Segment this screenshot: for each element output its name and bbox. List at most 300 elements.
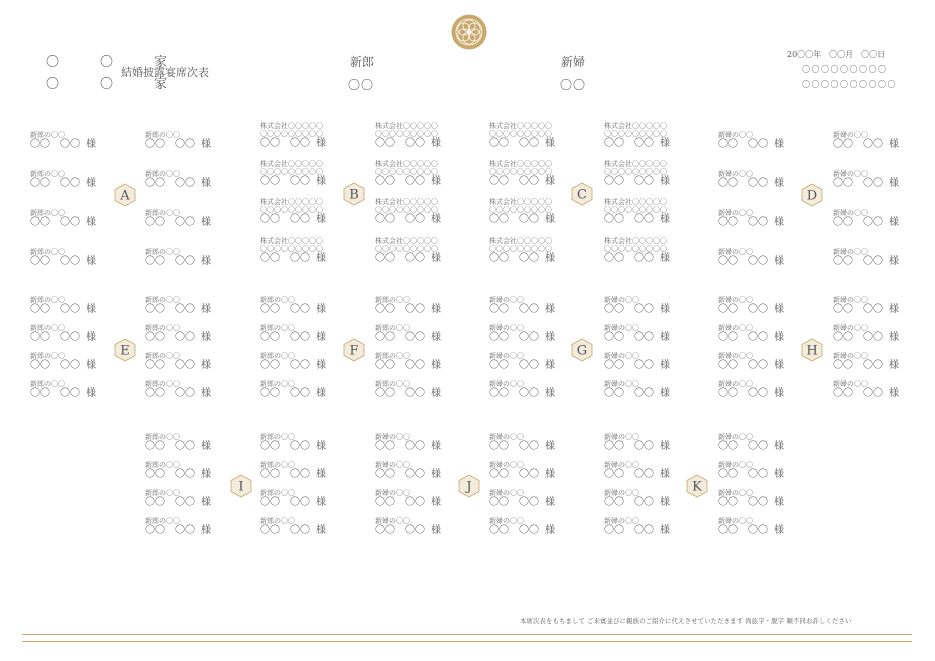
guest-title: 新郎の〇〇 bbox=[375, 324, 410, 332]
guest-title: 新郎の〇〇 bbox=[260, 380, 295, 388]
guest-name bbox=[30, 256, 138, 268]
guest-family-name: 〇〇 bbox=[375, 469, 395, 480]
guest-family-name: 〇〇 bbox=[30, 388, 50, 399]
guest-department: 〇〇〇〇〇〇〇〇〇 bbox=[604, 206, 667, 214]
groom-name: 〇〇 bbox=[348, 78, 375, 92]
guest-family-name: 〇〇 bbox=[145, 217, 165, 228]
guest-given-name: 〇〇 bbox=[748, 304, 768, 315]
guest-name bbox=[260, 214, 368, 226]
guest-name bbox=[604, 304, 712, 316]
guest-title: 新婦の〇〇 bbox=[833, 296, 868, 304]
guest-family-name: 〇〇 bbox=[145, 139, 165, 150]
guest-family-name: 〇〇 bbox=[30, 360, 50, 371]
guest-title: 新婦の〇〇 bbox=[604, 380, 639, 388]
guest-family-name: 〇〇 bbox=[30, 217, 50, 228]
guest-entry bbox=[375, 433, 483, 461]
guest-title: 新婦の〇〇 bbox=[833, 131, 868, 139]
guest-given-name: 〇〇 bbox=[519, 388, 539, 399]
guest-given-name: 〇〇 bbox=[519, 497, 539, 508]
guest-title: 株式会社〇〇〇〇〇 bbox=[489, 122, 552, 130]
guest-honorific: 様 bbox=[431, 525, 441, 536]
guest-honorific: 様 bbox=[316, 304, 326, 315]
guest-family-name: 〇〇 bbox=[718, 178, 738, 189]
guest-given-name: 〇〇 bbox=[748, 256, 768, 267]
guest-name bbox=[718, 441, 826, 453]
guest-title: 新郎の〇〇 bbox=[145, 324, 180, 332]
guest-name bbox=[718, 304, 826, 316]
guest-department: 〇〇〇〇〇〇〇〇〇 bbox=[375, 130, 438, 138]
guest-given-name: 〇〇 bbox=[60, 304, 80, 315]
guest-title: 新婦の〇〇 bbox=[718, 248, 753, 256]
guest-name bbox=[489, 469, 597, 481]
guest-name bbox=[604, 138, 712, 150]
guest-given-name: 〇〇 bbox=[290, 332, 310, 343]
guest-name bbox=[489, 138, 597, 150]
guest-given-name: 〇〇 bbox=[175, 441, 195, 452]
guest-name bbox=[375, 304, 483, 316]
guest-family-name: 〇〇 bbox=[145, 388, 165, 399]
guest-name bbox=[145, 497, 253, 509]
guest-entry bbox=[604, 122, 712, 150]
guest-given-name: 〇〇 bbox=[863, 217, 883, 228]
guest-honorific: 様 bbox=[545, 332, 555, 343]
groom-label: 新郎 bbox=[350, 55, 375, 69]
guest-title: 新郎の〇〇 bbox=[260, 489, 295, 497]
guest-given-name: 〇〇 bbox=[519, 176, 539, 187]
guest-honorific: 様 bbox=[660, 332, 670, 343]
guest-name bbox=[833, 178, 935, 190]
guest-title: 新婦の〇〇 bbox=[489, 461, 524, 469]
guest-honorific: 様 bbox=[431, 388, 441, 399]
guest-title: 株式会社〇〇〇〇〇 bbox=[260, 122, 323, 130]
guest-given-name: 〇〇 bbox=[290, 138, 310, 149]
guest-given-name: 〇〇 bbox=[863, 360, 883, 371]
guest-given-name: 〇〇 bbox=[60, 217, 80, 228]
guest-title: 新郎の〇〇 bbox=[30, 248, 65, 256]
guest-family-name: 〇〇 bbox=[718, 304, 738, 315]
guest-honorific: 様 bbox=[660, 304, 670, 315]
guest-title: 新婦の〇〇 bbox=[833, 380, 868, 388]
guest-family-name: 〇〇 bbox=[833, 139, 853, 150]
guest-name bbox=[375, 332, 483, 344]
guest-given-name: 〇〇 bbox=[290, 214, 310, 225]
guest-family-name: 〇〇 bbox=[260, 388, 280, 399]
guest-honorific: 様 bbox=[774, 332, 784, 343]
guest-name bbox=[30, 304, 138, 316]
guest-honorific: 様 bbox=[545, 138, 555, 149]
guest-title: 株式会社〇〇〇〇〇 bbox=[604, 160, 667, 168]
guest-name bbox=[145, 304, 253, 316]
guest-entry bbox=[604, 198, 712, 226]
guest-family-name: 〇〇 bbox=[375, 525, 395, 536]
guest-title: 新郎の〇〇 bbox=[145, 352, 180, 360]
guest-given-name: 〇〇 bbox=[634, 441, 654, 452]
table-badge-j bbox=[458, 474, 480, 498]
guest-name bbox=[145, 525, 253, 537]
guest-family-name: 〇〇 bbox=[375, 253, 395, 264]
guest-title: 株式会社〇〇〇〇〇 bbox=[375, 122, 438, 130]
guest-given-name: 〇〇 bbox=[175, 332, 195, 343]
guest-family-name: 〇〇 bbox=[718, 217, 738, 228]
guest-name bbox=[30, 139, 138, 151]
guest-honorific: 様 bbox=[431, 360, 441, 371]
table-letter: J bbox=[466, 479, 472, 495]
guest-entry bbox=[833, 131, 935, 159]
table-letter: C bbox=[577, 187, 587, 203]
guest-title: 新郎の〇〇 bbox=[145, 517, 180, 525]
guest-given-name: 〇〇 bbox=[634, 332, 654, 343]
table-badge-k bbox=[686, 474, 708, 498]
guest-family-name: 〇〇 bbox=[489, 332, 509, 343]
guest-title: 新郎の〇〇 bbox=[145, 296, 180, 304]
guest-title: 株式会社〇〇〇〇〇 bbox=[375, 160, 438, 168]
guest-family-name: 〇〇 bbox=[833, 388, 853, 399]
guest-family-name: 〇〇 bbox=[604, 138, 624, 149]
guest-title: 株式会社〇〇〇〇〇 bbox=[604, 122, 667, 130]
guest-family-name: 〇〇 bbox=[260, 360, 280, 371]
guest-family-name: 〇〇 bbox=[489, 304, 509, 315]
guest-name bbox=[604, 441, 712, 453]
guest-given-name: 〇〇 bbox=[60, 178, 80, 189]
guest-given-name: 〇〇 bbox=[863, 178, 883, 189]
guest-family-name: 〇〇 bbox=[489, 360, 509, 371]
guest-family-name: 〇〇 bbox=[260, 497, 280, 508]
guest-name bbox=[375, 388, 483, 400]
guest-family-name: 〇〇 bbox=[489, 497, 509, 508]
guest-name bbox=[375, 360, 483, 372]
guest-honorific: 様 bbox=[431, 304, 441, 315]
guest-entry bbox=[489, 433, 597, 461]
guest-name bbox=[30, 217, 138, 229]
guest-given-name: 〇〇 bbox=[634, 469, 654, 480]
guest-family-name: 〇〇 bbox=[260, 138, 280, 149]
family-name-1: 〇 〇 家 bbox=[46, 55, 182, 70]
guest-family-name: 〇〇 bbox=[718, 441, 738, 452]
guest-family-name: 〇〇 bbox=[145, 497, 165, 508]
guest-family-name: 〇〇 bbox=[718, 139, 738, 150]
guest-name bbox=[833, 360, 935, 372]
guest-name bbox=[145, 360, 253, 372]
guest-entry bbox=[833, 380, 935, 408]
guest-honorific: 様 bbox=[431, 253, 441, 264]
guest-entry bbox=[260, 489, 368, 517]
guest-title: 新郎の〇〇 bbox=[30, 352, 65, 360]
guest-entry bbox=[260, 237, 368, 265]
guest-family-name: 〇〇 bbox=[604, 176, 624, 187]
guest-given-name: 〇〇 bbox=[519, 138, 539, 149]
guest-honorific: 様 bbox=[316, 525, 326, 536]
guest-title: 新郎の〇〇 bbox=[30, 209, 65, 217]
guest-given-name: 〇〇 bbox=[634, 214, 654, 225]
guest-entry bbox=[375, 296, 483, 324]
guest-honorific: 様 bbox=[201, 441, 211, 452]
guest-department: 〇〇〇〇〇〇〇〇〇 bbox=[604, 168, 667, 176]
guest-honorific: 様 bbox=[774, 217, 784, 228]
guest-title: 株式会社〇〇〇〇〇 bbox=[260, 160, 323, 168]
guest-title: 新郎の〇〇 bbox=[260, 461, 295, 469]
guest-family-name: 〇〇 bbox=[604, 441, 624, 452]
guest-title: 新婦の〇〇 bbox=[489, 489, 524, 497]
guest-entry bbox=[375, 517, 483, 545]
guest-given-name: 〇〇 bbox=[519, 469, 539, 480]
guest-name bbox=[145, 256, 253, 268]
guest-department: 〇〇〇〇〇〇〇〇〇 bbox=[489, 245, 552, 253]
guest-entry bbox=[604, 160, 712, 188]
guest-family-name: 〇〇 bbox=[604, 304, 624, 315]
table-badge-c bbox=[571, 182, 593, 206]
guest-title: 新郎の〇〇 bbox=[30, 296, 65, 304]
guest-entry bbox=[718, 248, 826, 276]
guest-honorific: 様 bbox=[201, 469, 211, 480]
guest-honorific: 様 bbox=[774, 360, 784, 371]
guest-entry bbox=[833, 209, 935, 237]
guest-department: 〇〇〇〇〇〇〇〇〇 bbox=[260, 206, 323, 214]
guest-title: 新婦の〇〇 bbox=[833, 209, 868, 217]
guest-name bbox=[489, 497, 597, 509]
guest-name bbox=[30, 388, 138, 400]
guest-honorific: 様 bbox=[889, 178, 899, 189]
guest-honorific: 様 bbox=[86, 217, 96, 228]
guest-title: 新婦の〇〇 bbox=[718, 461, 753, 469]
guest-entry bbox=[489, 122, 597, 150]
guest-title: 株式会社〇〇〇〇〇 bbox=[604, 237, 667, 245]
guest-entry bbox=[260, 433, 368, 461]
guest-entry bbox=[718, 517, 826, 545]
guest-honorific: 様 bbox=[201, 178, 211, 189]
guest-honorific: 様 bbox=[660, 138, 670, 149]
guest-title: 新郎の〇〇 bbox=[30, 380, 65, 388]
guest-given-name: 〇〇 bbox=[519, 214, 539, 225]
guest-name bbox=[718, 217, 826, 229]
guest-title: 新婦の〇〇 bbox=[489, 296, 524, 304]
guest-given-name: 〇〇 bbox=[634, 304, 654, 315]
guest-name bbox=[604, 176, 712, 188]
guest-honorific: 様 bbox=[316, 497, 326, 508]
guest-honorific: 様 bbox=[431, 176, 441, 187]
guest-family-name: 〇〇 bbox=[489, 253, 509, 264]
guest-given-name: 〇〇 bbox=[863, 304, 883, 315]
guest-entry bbox=[375, 237, 483, 265]
guest-honorific: 様 bbox=[431, 497, 441, 508]
footer-note: 本席次表をもちまして ご来賓並びに親族のご紹介に代えさせていただきます 尚旅字・脱字 順不同お許しください bbox=[520, 618, 852, 625]
guest-name bbox=[718, 525, 826, 537]
guest-title: 新婦の〇〇 bbox=[718, 433, 753, 441]
guest-honorific: 様 bbox=[545, 304, 555, 315]
guest-given-name: 〇〇 bbox=[405, 138, 425, 149]
guest-name bbox=[489, 304, 597, 316]
guest-entry bbox=[833, 248, 935, 276]
guest-department: 〇〇〇〇〇〇〇〇〇 bbox=[604, 245, 667, 253]
guest-honorific: 様 bbox=[201, 525, 211, 536]
guest-honorific: 様 bbox=[201, 360, 211, 371]
guest-honorific: 様 bbox=[660, 441, 670, 452]
guest-family-name: 〇〇 bbox=[375, 214, 395, 225]
guest-given-name: 〇〇 bbox=[60, 388, 80, 399]
guest-entry bbox=[718, 209, 826, 237]
guest-family-name: 〇〇 bbox=[833, 304, 853, 315]
guest-honorific: 様 bbox=[774, 497, 784, 508]
guest-family-name: 〇〇 bbox=[260, 304, 280, 315]
guest-entry bbox=[833, 296, 935, 324]
guest-entry bbox=[375, 352, 483, 380]
guest-title: 新郎の〇〇 bbox=[260, 352, 295, 360]
guest-name bbox=[260, 441, 368, 453]
guest-entry bbox=[375, 198, 483, 226]
guest-family-name: 〇〇 bbox=[145, 469, 165, 480]
guest-honorific: 様 bbox=[316, 138, 326, 149]
guest-name bbox=[375, 176, 483, 188]
guest-honorific: 様 bbox=[889, 139, 899, 150]
guest-title: 新婦の〇〇 bbox=[375, 433, 410, 441]
guest-given-name: 〇〇 bbox=[863, 256, 883, 267]
guest-entry bbox=[718, 380, 826, 408]
guest-honorific: 様 bbox=[774, 304, 784, 315]
table-letter: B bbox=[349, 187, 359, 203]
guest-honorific: 様 bbox=[545, 469, 555, 480]
table-badge-f bbox=[343, 338, 365, 362]
guest-title: 新婦の〇〇 bbox=[604, 324, 639, 332]
guest-title: 新婦の〇〇 bbox=[604, 296, 639, 304]
guest-honorific: 様 bbox=[316, 176, 326, 187]
guest-honorific: 様 bbox=[431, 441, 441, 452]
guest-family-name: 〇〇 bbox=[30, 178, 50, 189]
guest-given-name: 〇〇 bbox=[519, 332, 539, 343]
family-name-2: 〇 〇 家 bbox=[46, 77, 182, 92]
guest-given-name: 〇〇 bbox=[634, 138, 654, 149]
guest-given-name: 〇〇 bbox=[290, 176, 310, 187]
guest-given-name: 〇〇 bbox=[405, 360, 425, 371]
guest-honorific: 様 bbox=[889, 217, 899, 228]
guest-honorific: 様 bbox=[660, 525, 670, 536]
guest-title: 株式会社〇〇〇〇〇 bbox=[489, 160, 552, 168]
guest-given-name: 〇〇 bbox=[748, 469, 768, 480]
table-letter: H bbox=[806, 343, 818, 359]
guest-title: 新郎の〇〇 bbox=[260, 296, 295, 304]
guest-name bbox=[260, 497, 368, 509]
guest-family-name: 〇〇 bbox=[604, 469, 624, 480]
guest-honorific: 様 bbox=[545, 441, 555, 452]
guest-family-name: 〇〇 bbox=[260, 176, 280, 187]
guest-given-name: 〇〇 bbox=[60, 360, 80, 371]
guest-given-name: 〇〇 bbox=[634, 525, 654, 536]
guest-entry bbox=[145, 352, 253, 380]
guest-family-name: 〇〇 bbox=[375, 138, 395, 149]
document-title: 結婚披露宴席次表 bbox=[121, 66, 209, 79]
guest-title: 株式会社〇〇〇〇〇 bbox=[260, 198, 323, 206]
guest-entry bbox=[718, 489, 826, 517]
guest-family-name: 〇〇 bbox=[833, 178, 853, 189]
guest-given-name: 〇〇 bbox=[175, 360, 195, 371]
guest-honorific: 様 bbox=[316, 332, 326, 343]
guest-entry bbox=[718, 131, 826, 159]
guest-title: 株式会社〇〇〇〇〇 bbox=[489, 237, 552, 245]
guest-given-name: 〇〇 bbox=[519, 360, 539, 371]
guest-family-name: 〇〇 bbox=[833, 256, 853, 267]
guest-name bbox=[718, 256, 826, 268]
guest-title: 新郎の〇〇 bbox=[145, 209, 180, 217]
footer-rule-bottom bbox=[22, 641, 912, 642]
guest-given-name: 〇〇 bbox=[863, 388, 883, 399]
table-letter: F bbox=[349, 343, 359, 359]
guest-honorific: 様 bbox=[545, 497, 555, 508]
guest-entry bbox=[30, 209, 138, 237]
guest-title: 新婦の〇〇 bbox=[489, 380, 524, 388]
guest-family-name: 〇〇 bbox=[375, 497, 395, 508]
guest-honorific: 様 bbox=[660, 388, 670, 399]
guest-honorific: 様 bbox=[86, 360, 96, 371]
guest-given-name: 〇〇 bbox=[175, 256, 195, 267]
guest-name bbox=[145, 388, 253, 400]
guest-entry bbox=[604, 237, 712, 265]
guest-honorific: 様 bbox=[86, 178, 96, 189]
guest-title: 新郎の〇〇 bbox=[30, 131, 65, 139]
guest-honorific: 様 bbox=[660, 469, 670, 480]
guest-given-name: 〇〇 bbox=[290, 388, 310, 399]
guest-honorific: 様 bbox=[545, 525, 555, 536]
guest-honorific: 様 bbox=[889, 388, 899, 399]
guest-family-name: 〇〇 bbox=[718, 332, 738, 343]
guest-family-name: 〇〇 bbox=[145, 178, 165, 189]
guest-given-name: 〇〇 bbox=[290, 525, 310, 536]
guest-family-name: 〇〇 bbox=[260, 253, 280, 264]
guest-given-name: 〇〇 bbox=[634, 360, 654, 371]
guest-family-name: 〇〇 bbox=[145, 332, 165, 343]
guest-entry bbox=[489, 380, 597, 408]
guest-entry bbox=[30, 380, 138, 408]
guest-honorific: 様 bbox=[545, 176, 555, 187]
guest-honorific: 様 bbox=[201, 304, 211, 315]
guest-given-name: 〇〇 bbox=[175, 178, 195, 189]
guest-family-name: 〇〇 bbox=[604, 332, 624, 343]
guest-title: 新婦の〇〇 bbox=[604, 517, 639, 525]
table-badge-d bbox=[801, 183, 823, 207]
guest-name bbox=[833, 304, 935, 316]
guest-entry bbox=[833, 352, 935, 380]
guest-family-name: 〇〇 bbox=[718, 469, 738, 480]
guest-name bbox=[489, 525, 597, 537]
guest-given-name: 〇〇 bbox=[405, 214, 425, 225]
guest-entry bbox=[604, 433, 712, 461]
guest-given-name: 〇〇 bbox=[634, 497, 654, 508]
guest-name bbox=[260, 469, 368, 481]
guest-title: 新婦の〇〇 bbox=[604, 352, 639, 360]
guest-given-name: 〇〇 bbox=[175, 525, 195, 536]
guest-given-name: 〇〇 bbox=[290, 469, 310, 480]
guest-honorific: 様 bbox=[201, 332, 211, 343]
guest-title: 新婦の〇〇 bbox=[489, 433, 524, 441]
guest-entry bbox=[489, 517, 597, 545]
guest-given-name: 〇〇 bbox=[748, 441, 768, 452]
guest-name bbox=[375, 525, 483, 537]
guest-name bbox=[145, 139, 253, 151]
guest-honorific: 様 bbox=[545, 214, 555, 225]
guest-family-name: 〇〇 bbox=[375, 332, 395, 343]
guest-name bbox=[145, 217, 253, 229]
guest-entry bbox=[260, 122, 368, 150]
guest-family-name: 〇〇 bbox=[30, 332, 50, 343]
guest-name bbox=[718, 469, 826, 481]
guest-given-name: 〇〇 bbox=[290, 360, 310, 371]
flower-emblem-icon bbox=[451, 14, 487, 50]
guest-department: 〇〇〇〇〇〇〇〇〇 bbox=[489, 168, 552, 176]
guest-department: 〇〇〇〇〇〇〇〇〇 bbox=[260, 168, 323, 176]
guest-honorific: 様 bbox=[201, 256, 211, 267]
guest-given-name: 〇〇 bbox=[405, 304, 425, 315]
guest-entry bbox=[145, 324, 253, 352]
guest-name bbox=[489, 388, 597, 400]
guest-family-name: 〇〇 bbox=[833, 360, 853, 371]
guest-given-name: 〇〇 bbox=[290, 304, 310, 315]
